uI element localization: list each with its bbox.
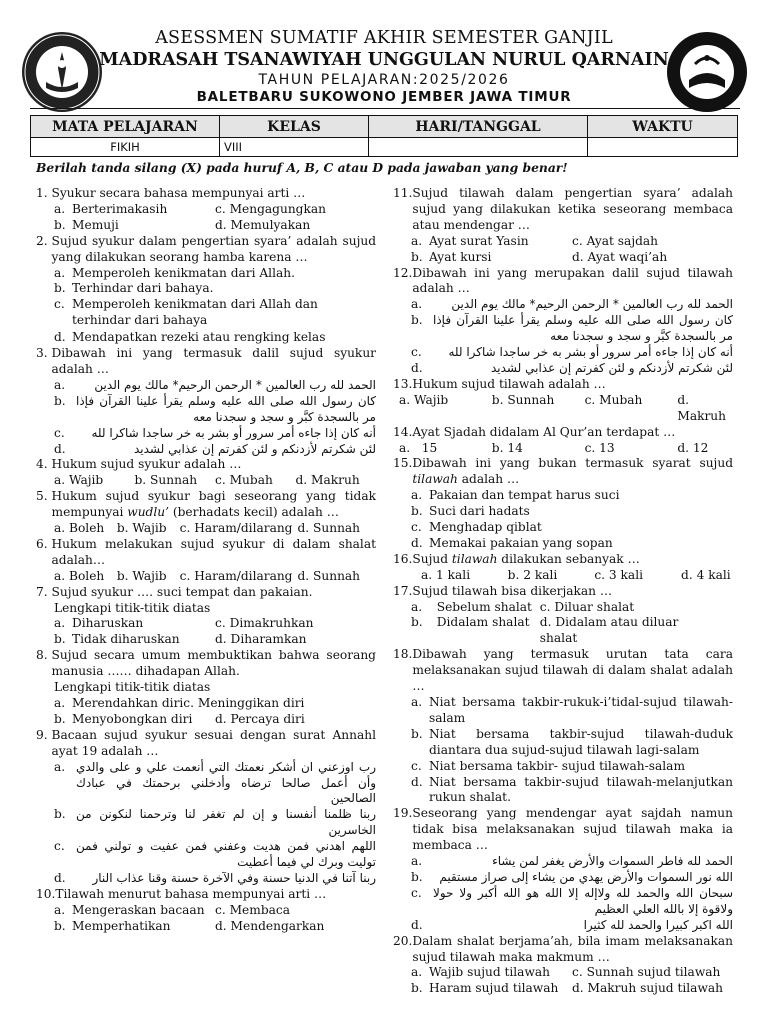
q3-option-c: أنه كان إذا جاءه أمر سرور أو بشر به خر ساجدا شاكرا لله xyxy=(91,425,376,440)
exam-title: ASESSMEN SUMATIF AKHIR SEMESTER GANJIL xyxy=(155,28,613,48)
q14-options: a. 15 b. 14 c. 13 d. 12 xyxy=(399,440,709,455)
q19-option-a: الحمد لله فاطر السموات والأرض يغفر لمن يشاء xyxy=(492,854,733,869)
q1-option-a: Berterimakasih xyxy=(72,201,168,216)
q6-options: a. Boleh b. Wajib c. Haram/dilarang d. Sunnah xyxy=(54,568,361,583)
subject-value: FIKIH xyxy=(31,138,220,157)
q19-option-d: الله اكبر كبيرا والحمد لله كثيرا xyxy=(583,917,733,932)
question-6: 6. Hukum melakukan sujud syukur di dalam shalat adalah… xyxy=(36,536,376,567)
right-column: 11. Sujud tilawah dalam pengertian syara’ adalah sujud yang dilakukan ketika seseorang membaca atau mendengar … a. Ayat surat Yasin c. Ayat sajdah b. Ayat kursi d. Ayat waqi’ah 12. Dibawah ini yang merupakan dalil sujud tilawah adalah … a. الحمد لله رب العالمين * الرحمن الرحيم* مالك يوم الدين b. كان رسول الله صلى الله عليه وسلم يقرأ علينا القرآن فإذا مر بالسجدة كبَّر و سجد و سجدنا معه c. أنه كان إذا جاءه أمر سرور أو بشر به خر ساجدا شاكرا لله d. لئن شكرتم لأزدنكم و لئن كفرتم إن عذابي لشديد 13. Hukum sujud tilawah adalah … a. Wajib b. Sunnah c. Mubah d. Makruh 14. Ayat Sjadah didalam Al Qur’an terdapat … a. 15 b. 14 c. 13 d. 12 15. Dibawah ini yang bukan termasuk syarat sujud tilawah adalah … a. Pakaian dan tempat harus suci b. Suci dari hadats c. Menghadap qiblat d. Memakai pakaian yang sopan 16. Sujud tilawah dilakukan sebanyak … a. 1 kali b. 2 kali c. 3 kali d. 4 kali 17. Sujud tilawah bisa dikerjakan … a. Sebelum shalat c. Diluar shalat b. Didalam shalat d. Didalam atau diluar shalat 18. Dibawah yang termasuk urutan tata cara melaksanakan sujud tilawah di dalam shalat adalah … a. Niat bersama takbir-rukuk-i’tidal-sujud tilawah-salam b. Niat bersama takbir-sujud tilawah-duduk diantara dua sujud-sujud tilawah lagi-salam c. Niat bersama takbir- sujud tilawah-salam d. Niat bersama takbir-sujud tilawah-melanjutkan rukun shalat. 19. Seseorang yang mendengar ayat sajdah namun tidak bisa melaksanakan sujud tilawah maka ia membaca … a. الحمد لله فاطر السموات والأرض يغفر لمن يشاء b. الله نور السموات والأرض يهدي من يشاء إلى صراز مستقيم c. سبحان الله والحمد لله ولاإله إلا الله هو الله أكبر ولا حولا ولاقوة إلا بالله العلي العظيم d. الله اكبر كبيرا والحمد لله كثيرا 20. Dalam shalat berjama’ah, bila imam melaksanakan sujud tilawah maka makmum … a. Wajib sujud tilawah c. Sunnah sujud tilawah b. Haram sujud tilawah d. Makruh sujud tilawah xyxy=(393,186,733,996)
question-9: 9. Bacaan sujud syukur sesuai dengan surat Annahl ayat 19 adalah … xyxy=(36,727,376,758)
q19-option-b: الله نور السموات والأرض يهدي من يشاء إلى صراز مستقيم xyxy=(439,869,733,884)
q2-option-b: Terhindar dari bahaya. xyxy=(72,281,214,296)
q9-option-b: ربنا ظلمنا أنفسنا و إن لم تغفر لنا وترحمنا لنكونن من الخاسرين xyxy=(76,807,376,838)
question-14: 14. Ayat Sjadah didalam Al Qur’an terdapat … xyxy=(393,424,676,439)
question-17: 17. Sujud tilawah bisa dikerjakan … xyxy=(393,583,613,598)
q7-note: Lengkapi titik-titik diatas xyxy=(54,600,211,615)
question-13: 13. Hukum sujud tilawah adalah … xyxy=(393,376,606,391)
q3-option-d: لئن شكرتم لأزدنكم و لئن كفرتم إن عذابي لشديد xyxy=(133,441,376,456)
q3-option-b: كان رسول الله صلى الله عليه وسلم يقرأ علينا القرآن فإذا مر بالسجدة كبَّر و سجد و سجدنا معه xyxy=(76,393,376,424)
exam-header xyxy=(0,28,768,106)
q3-option-a: الحمد لله رب العالمين * الرحمن الرحيم* مالك يوم الدين xyxy=(94,377,376,392)
question-15: 15. Dibawah ini yang bukan termasuk syarat sujud tilawah adalah … xyxy=(393,456,733,487)
q9-option-a: رب اوزعني ان أشكر نعمتك التي أنعمت علي و على والدي وأن أعمل صالحا ترضاه وأدخلني برحمتك في عبادك الصالحين xyxy=(76,759,376,806)
class-value: VIII xyxy=(220,138,369,157)
question-20: 20. Dalam shalat berjama’ah, bila imam melaksanakan sujud tilawah maka makmum … xyxy=(393,933,733,964)
q2-option-c: Memperoleh kenikmatan dari Allah dan terhindar dari bahaya xyxy=(72,297,318,328)
question-5: 5. Hukum sujud syukur bagi seseorang yang tidak mempunyai wudlu’ (berhadats kecil) adalah … xyxy=(36,489,376,520)
time-header: WAKTU xyxy=(588,116,738,138)
q9-option-d: ربنا آتنا في الدنيا حسنة وفي الآخرة حسنة وقنا عذاب النار xyxy=(92,870,376,885)
q1-option-d: d. Memulyakan xyxy=(215,217,311,232)
q8-note: Lengkapi titik-titik diatas xyxy=(54,680,211,695)
header-divider xyxy=(30,108,740,109)
q12-option-d: لئن شكرتم لأزدنكم و لئن كفرتم إن عذابي لشديد xyxy=(490,360,733,375)
question-11: 11. Sujud tilawah dalam pengertian syara’ adalah sujud yang dilakukan ketika seseorang membaca atau mendengar … xyxy=(393,186,733,232)
question-8: 8. Sujud secara umum membuktikan bahwa seorang manusia …… dihadapan Allah. xyxy=(36,648,376,679)
date-value xyxy=(369,138,588,157)
question-4: 4. Hukum sujud syukur adalah … xyxy=(36,457,242,472)
q12-option-a: الحمد لله رب العالمين * الرحمن الرحيم* مالك يوم الدين xyxy=(451,297,733,312)
q12-option-c: أنه كان إذا جاءه أمر سرور أو بشر به خر ساجدا شاكرا لله xyxy=(448,345,733,360)
class-header: KELAS xyxy=(220,116,369,138)
instruction-text: Berilah tanda silang (X) pada huruf A, B, C atau D pada jawaban yang benar! xyxy=(36,160,568,175)
exam-info-table xyxy=(30,115,738,157)
school-name: MADRASAH TSANAWIYAH UNGGULAN NURUL QARNAIN xyxy=(99,49,669,70)
subject-header: MATA PELAJARAN xyxy=(31,116,220,138)
school-address: BALETBARU SUKOWONO JEMBER JAWA TIMUR xyxy=(196,89,572,106)
academic-year: TAHUN PELAJARAN:2025/2026 xyxy=(258,71,510,88)
q1-option-b: Memuji xyxy=(72,217,119,232)
question-2: 2. Sujud syukur dalam pengertian syara’ adalah sujud yang dilakukan seorang hamba karena … xyxy=(36,233,376,264)
question-18: 18. Dibawah yang termasuk urutan tata cara melaksanakan sujud tilawah di dalam shalat adalah … xyxy=(393,647,733,694)
question-10: 10. Tilawah menurut bahasa mempunyai arti … xyxy=(36,886,327,901)
q2-option-a: Memperoleh kenikmatan dari Allah. xyxy=(72,265,295,280)
time-value xyxy=(588,138,738,157)
question-1: 1. Syukur secara bahasa mempunyai arti … xyxy=(36,186,306,200)
q5-options: a. Boleh b. Wajib c. Haram/dilarang d. Sunnah xyxy=(54,521,361,536)
q12-option-b: كان رسول الله صلى الله عليه وسلم يقرأ علينا القرآن فإذا مر بالسجدة كبَّر و سجد و سجدنا معه xyxy=(433,313,733,344)
question-19: 19. Seseorang yang mendengar ayat sajdah namun tidak bisa melaksanakan sujud tilawah maka ia membaca … xyxy=(393,806,733,853)
q16-options: a. 1 kali b. 2 kali c. 3 kali d. 4 kali xyxy=(421,567,731,582)
question-12: 12. Dibawah ini yang merupakan dalil sujud tilawah adalah … xyxy=(393,265,733,296)
q1-option-c: c. Mengagungkan xyxy=(215,201,326,216)
left-column: 1. Syukur secara bahasa mempunyai arti … a. Berterimakasih c. Mengagungkan b. Memuji d. Memulyakan 2. Sujud syukur dalam pengertian syara’ adalah sujud yang dilakukan seorang hamba karena … a. Memperoleh kenikmatan dari Allah. b. Terhindar dari bahaya. c. Memperoleh kenikmatan dari Allah dan terhindar dari bahaya d. Mendapatkan rezeki atau rengking kelas 3. Dibawah ini yang termasuk dalil sujud syukur adalah … a. الحمد لله رب العالمين * الرحمن الرحيم* مالك يوم الدين b. كان رسول الله صلى الله عليه وسلم يقرأ علينا القرآن فإذا مر بالسجدة كبَّر و سجد و سجدنا معه c. أنه كان إذا جاءه أمر سرور أو بشر به خر ساجدا شاكرا لله d. لئن شكرتم لأزدنكم و لئن كفرتم إن عذابي لشديد 4. Hukum sujud syukur adalah … a. Wajib b. Sunnah c. Mubah d. Makruh 5. Hukum sujud syukur bagi seseorang yang tidak mempunyai wudlu’ (berhadats kecil) adalah … a. Boleh b. Wajib c. Haram/dilarang d. Sunnah 6. Hukum melakukan sujud syukur di dalam shalat adalah… a. Boleh b. Wajib c. Haram/dilarang d. Sunnah 7. Sujud syukur …. suci tempat dan pakaian. Lengkapi titik-titik diatas a. Diharuskan c. Dimakruhkan b. Tidak diharuskan d. Diharamkan 8. Sujud secara umum membuktikan bahwa seorang manusia …… dihadapan Allah. Lengkapi titik-titik diatas a. Merendahkan diri c. Meninggikan diri b. Menyobongkan diri d. Percaya diri 9. Bacaan sujud syukur sesuai dengan surat Annahl ayat 19 adalah … a. رب اوزعني ان أشكر نعمتك التي أنعمت علي و على والدي وأن أعمل صالحا ترضاه وأدخلني برحمتك في عبادك الصالحين b. ربنا ظلمنا أنفسنا و إن لم تغفر لنا وترحمنا لنكونن من الخاسرين c. اللهم اهدني فمن هديت وعفني فمن عفيت و تولني فمن توليت وبرك لي فيما أعطيت d. ربنا آتنا في الدنيا حسنة وفي الآخرة حسنة وقنا عذاب النار 10. Tilawah menurut bahasa mempunyai arti … a. Mengeraskan bacaan c. Membaca b. Memperhatikan d. Mendengarkan xyxy=(36,186,376,933)
q2-option-d: Mendapatkan rezeki atau rengking kelas xyxy=(72,330,326,345)
question-16: 16. Sujud tilawah dilakukan sebanyak … xyxy=(393,551,640,566)
q9-option-c: اللهم اهدني فمن هديت وعفني فمن عفيت و تولني فمن توليت وبرك لي فيما أعطيت xyxy=(76,839,376,870)
q13-options: a. Wajib b. Sunnah c. Mubah d. Makruh xyxy=(399,392,726,423)
question-3: 3. Dibawah ini yang termasuk dalil sujud syukur adalah … xyxy=(36,346,376,376)
date-header: HARI/TANGGAL xyxy=(369,116,588,138)
q19-option-c: سبحان الله والحمد لله ولاإله إلا الله هو الله أكبر ولا حولا ولاقوة إلا بالله العلي العظيم xyxy=(433,885,733,916)
question-7: 7. Sujud syukur …. suci tempat dan pakaian. xyxy=(36,584,313,599)
q4-options: a. Wajib b. Sunnah c. Mubah d. Makruh xyxy=(54,473,360,488)
